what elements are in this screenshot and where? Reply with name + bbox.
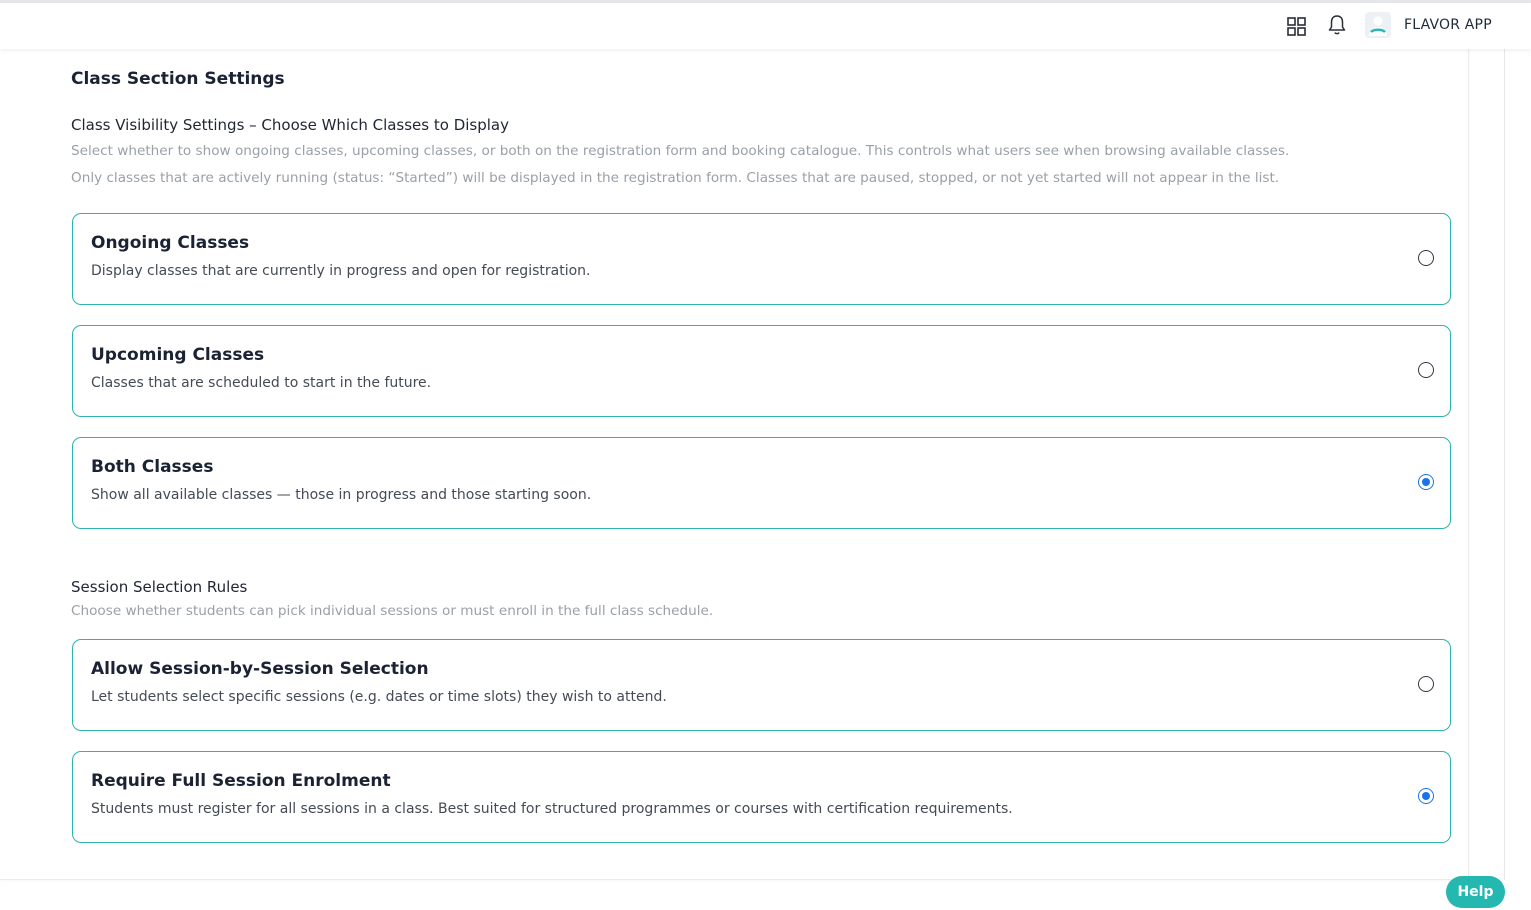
visibility-description-1: Select whether to show ongoing classes, upcoming classes, or both on the registration form and booking catalogue. This controls what users see when browsing available classes. — [71, 143, 1290, 159]
option-description: Let students select specific sessions (e.g. dates or time slots) they wish to attend. — [91, 689, 667, 705]
option-ongoing-classes[interactable] — [72, 213, 1451, 305]
option-title: Upcoming Classes — [91, 345, 265, 365]
option-both-classes[interactable] — [72, 437, 1451, 529]
top-navbar — [0, 3, 1531, 49]
session-description: Choose whether students can pick individual sessions or must enroll in the full class schedule. — [71, 603, 714, 619]
option-description: Students must register for all sessions in a class. Best suited for structured programmes or courses with certification requirements. — [91, 801, 1013, 817]
radio-both-classes[interactable] — [1418, 474, 1434, 490]
option-description: Show all available classes — those in progress and those starting soon. — [91, 487, 592, 503]
option-title: Both Classes — [91, 457, 214, 477]
radio-session-by-session[interactable] — [1418, 676, 1434, 692]
avatar-icon — [1365, 12, 1391, 38]
session-heading: Session Selection Rules — [71, 578, 248, 596]
page-title: Class Section Settings — [71, 69, 285, 89]
option-upcoming-classes[interactable] — [72, 325, 1451, 417]
option-full-session-enrolment[interactable] — [72, 751, 1451, 843]
option-description: Display classes that are currently in progress and open for registration. — [91, 263, 591, 279]
radio-upcoming-classes[interactable] — [1418, 362, 1434, 378]
radio-ongoing-classes[interactable] — [1418, 250, 1434, 266]
scrollbar[interactable] — [1504, 49, 1505, 880]
option-title: Allow Session-by-Session Selection — [91, 659, 429, 679]
option-title: Require Full Session Enrolment — [91, 771, 391, 791]
help-button[interactable]: Help — [1446, 876, 1505, 908]
grid-icon[interactable] — [1287, 17, 1306, 36]
radio-full-session-enrolment[interactable] — [1418, 788, 1434, 804]
app-name[interactable]: FLAVOR APP — [1404, 17, 1492, 33]
bell-icon[interactable] — [1327, 14, 1347, 36]
option-session-by-session[interactable] — [72, 639, 1451, 731]
visibility-heading: Class Visibility Settings – Choose Which Classes to Display — [71, 116, 509, 134]
visibility-description-2: Only classes that are actively running (status: “Started”) will be displayed in the registration form. Classes that are paused, stopped, or not yet started will not appear in the list. — [71, 170, 1280, 186]
option-title: Ongoing Classes — [91, 233, 250, 253]
option-description: Classes that are scheduled to start in the future. — [91, 375, 432, 391]
user-avatar[interactable] — [1365, 12, 1391, 38]
